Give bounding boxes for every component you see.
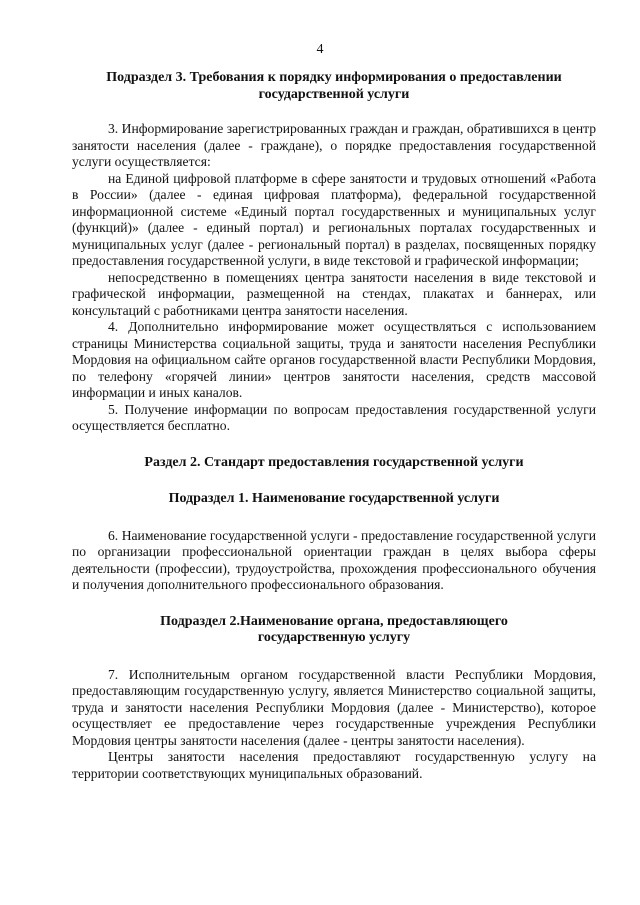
subsection-3-title-line2: государственной услуги: [258, 86, 410, 102]
paragraph-8: Центры занятости населения предоставляют государственную услугу на территории соответствующих муниципальных образований.: [72, 749, 596, 781]
paragraph-3a: на Единой цифровой платформе в сфере занятости и трудовых отношений «Работа в России» (далее - единая цифровая платформа), федеральной государственной информационной системе «Единый портал государственных и муниципальных услуг (функций)» (далее - единый портал) и региональных порталах государственных и муниципальных услуг (далее - региональный портал) в разделах, посвященных порядку предоставления государственной услуги, в виде текстовой и графической информации;: [72, 170, 596, 268]
subsection-2-title-line1: Подраздел 2.Наименование органа, предоставляющего: [160, 613, 508, 629]
subsection-1-title: Подраздел 1. Наименование государственной услуги: [168, 491, 500, 506]
page-number: 4: [316, 42, 324, 57]
subsection-2-title-line2: государственную услугу: [257, 630, 411, 645]
section-2-title: Раздел 2. Стандарт предоставления государственной услуги: [144, 454, 524, 470]
paragraph-3: 3. Информирование зарегистрированных граждан и граждан, обратившихся в центр занятости населения (далее - граждане), о порядке предоставления государственной услуги осуществляется:: [72, 121, 596, 169]
document-body: [72, 70, 596, 782]
paragraph-7: 7. Исполнительным органом государственной власти Республики Мордовия, предоставляющим государственную услугу, является Министерство социальной защиты, труда и занятости населения Республики Мордовия (далее - Министерство), которое осуществляет ее предоставление через государственные учреждения Республики Мордовия центры занятости населения (далее - центры занятости населения).: [72, 666, 596, 748]
paragraph-5: 5. Получение информации по вопросам предоставления государственной услуги осуществляется бесплатно.: [72, 401, 596, 433]
paragraph-6: 6. Наименование государственной услуги - предоставление государственной услуги по организации профессиональной ориентации граждан в целях выбора сферы деятельности (профессии), трудоустройства, прохождения профессионального обучения и получения дополнительного профессионального образования.: [72, 527, 596, 592]
paragraph-4: 4. Дополнительно информирование может осуществляться с использованием страницы Министерства социальной защиты, труда и занятости населения Республики Мордовия на официальном сайте органов государственной власти Республики Мордовия, по телефону «горячей линии» центров занятости населения, средств массовой информации и иных каналов.: [72, 319, 596, 400]
subsection-3-title-line1: Подраздел 3. Требования к порядку информирования о предоставлении: [106, 70, 562, 85]
paragraph-3b: непосредственно в помещениях центра занятости населения в виде текстовой и графической информации, размещенной на стендах, плакатах и баннерах, или консультаций с работниками центра занятости населения.: [72, 269, 596, 318]
